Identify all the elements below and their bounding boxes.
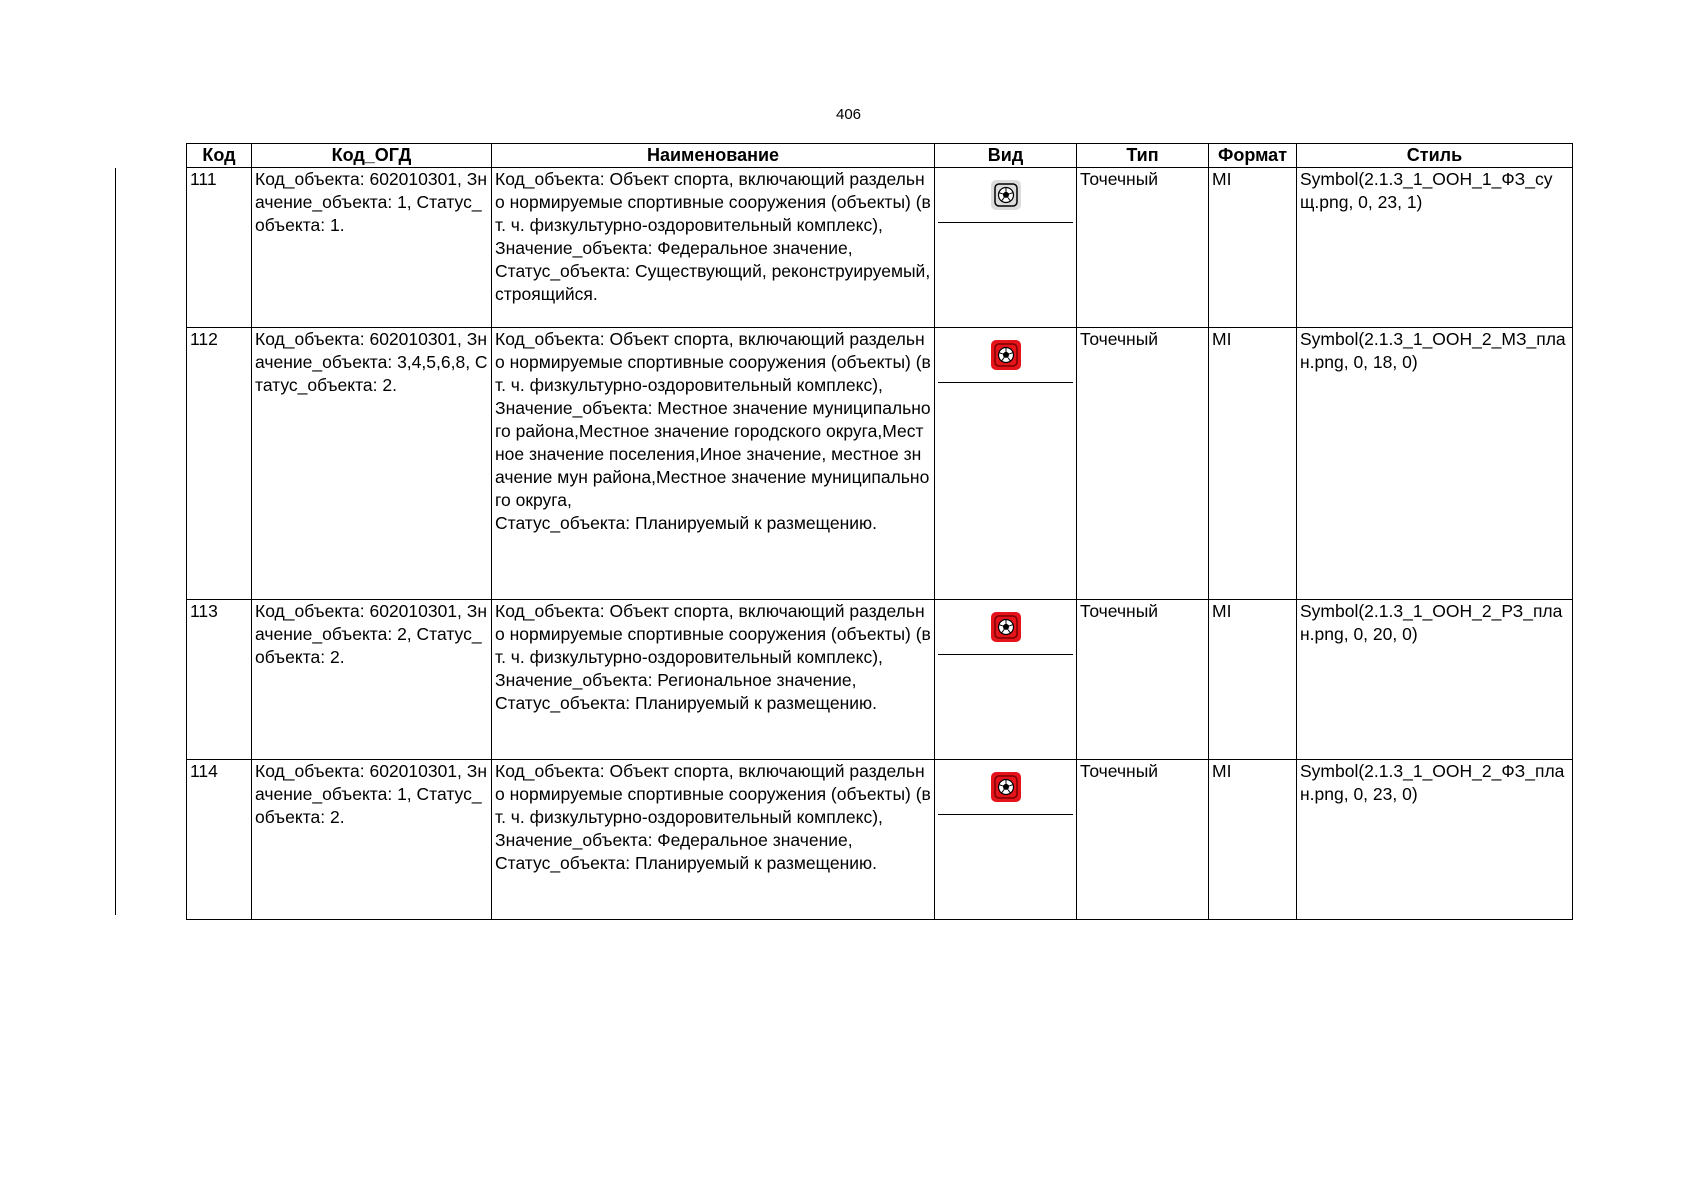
header-kod-ogd: Код_ОГД: [252, 144, 492, 168]
sport-facility-planned-icon: [991, 340, 1021, 370]
cell-format: MI: [1209, 760, 1297, 920]
table-row: [187, 328, 1573, 600]
cell-kod: 112: [187, 328, 252, 600]
symbol-registry-table: [186, 143, 1573, 920]
cell-kod-ogd: Код_объекта: 602010301, Значение_объекта: 1, Статус_объекта: 1.: [252, 168, 492, 328]
cell-naimenovanie: Код_объекта: Объект спорта, включающий раздельно нормируемые спортивные сооружения (объекты) (в т. ч. физкультурно-оздоровительный комплекс), Значение_объекта: Федеральное значение, Статус_объекта: Планируемый к размещению.: [492, 760, 935, 920]
header-stil: Стиль: [1297, 144, 1573, 168]
table-row: [187, 760, 1573, 920]
cell-stil: Symbol(2.1.3_1_ООН_2_ФЗ_план.png, 0, 23, 0): [1297, 760, 1573, 920]
header-vid: Вид: [935, 144, 1077, 168]
vid-symbol-frame: [938, 328, 1073, 383]
cell-kod: 111: [187, 168, 252, 328]
cell-format: MI: [1209, 600, 1297, 760]
cell-tip: Точечный: [1077, 328, 1209, 600]
cell-vid: [935, 600, 1077, 760]
cell-stil: Symbol(2.1.3_1_ООН_2_МЗ_план.png, 0, 18, 0): [1297, 328, 1573, 600]
cell-vid: [935, 168, 1077, 328]
cell-kod-ogd: Код_объекта: 602010301, Значение_объекта: 2, Статус_объекта: 2.: [252, 600, 492, 760]
table-row: [187, 168, 1573, 328]
cell-stil: Symbol(2.1.3_1_ООН_2_РЗ_план.png, 0, 20, 0): [1297, 600, 1573, 760]
cell-kod: 113: [187, 600, 252, 760]
header-tip: Тип: [1077, 144, 1209, 168]
cell-format: MI: [1209, 328, 1297, 600]
header-kod: Код: [187, 144, 252, 168]
cell-tip: Точечный: [1077, 600, 1209, 760]
sport-facility-existing-icon: [991, 180, 1021, 210]
vid-symbol-frame: [938, 168, 1073, 223]
cell-naimenovanie: Код_объекта: Объект спорта, включающий раздельно нормируемые спортивные сооружения (объекты) (в т. ч. физкультурно-оздоровительный комплекс), Значение_объекта: Региональное значение, Статус_объекта: Планируемый к размещению.: [492, 600, 935, 760]
cell-naimenovanie: Код_объекта: Объект спорта, включающий раздельно нормируемые спортивные сооружения (объекты) (в т. ч. физкультурно-оздоровительный комплекс), Значение_объекта: Местное значение муниципального района,Местное значение городского округа,Местное значение поселения,Иное значение, местное значение мун района,Местное значение муниципального округа, Статус_объекта: Планируемый к размещению.: [492, 328, 935, 600]
cell-tip: Точечный: [1077, 760, 1209, 920]
vid-symbol-frame: [938, 760, 1073, 815]
cell-kod-ogd: Код_объекта: 602010301, Значение_объекта: 3,4,5,6,8, Статус_объекта: 2.: [252, 328, 492, 600]
margin-line: [115, 168, 116, 915]
sport-facility-planned-icon: [991, 772, 1021, 802]
cell-naimenovanie: Код_объекта: Объект спорта, включающий раздельно нормируемые спортивные сооружения (объекты) (в т. ч. физкультурно-оздоровительный комплекс), Значение_объекта: Федеральное значение, Статус_объекта: Существующий, реконструируемый, строящийся.: [492, 168, 935, 328]
table-header-row: [187, 144, 1573, 168]
cell-format: MI: [1209, 168, 1297, 328]
sport-facility-planned-icon: [991, 612, 1021, 642]
cell-vid: [935, 760, 1077, 920]
header-naimenovanie: Наименование: [492, 144, 935, 168]
table-row: [187, 600, 1573, 760]
vid-symbol-frame: [938, 600, 1073, 655]
page-number: 406: [835, 106, 862, 123]
cell-kod: 114: [187, 760, 252, 920]
cell-kod-ogd: Код_объекта: 602010301, Значение_объекта: 1, Статус_объекта: 2.: [252, 760, 492, 920]
cell-vid: [935, 328, 1077, 600]
cell-stil: Symbol(2.1.3_1_ООН_1_ФЗ_сущ.png, 0, 23, 1): [1297, 168, 1573, 328]
cell-tip: Точечный: [1077, 168, 1209, 328]
header-format: Формат: [1209, 144, 1297, 168]
